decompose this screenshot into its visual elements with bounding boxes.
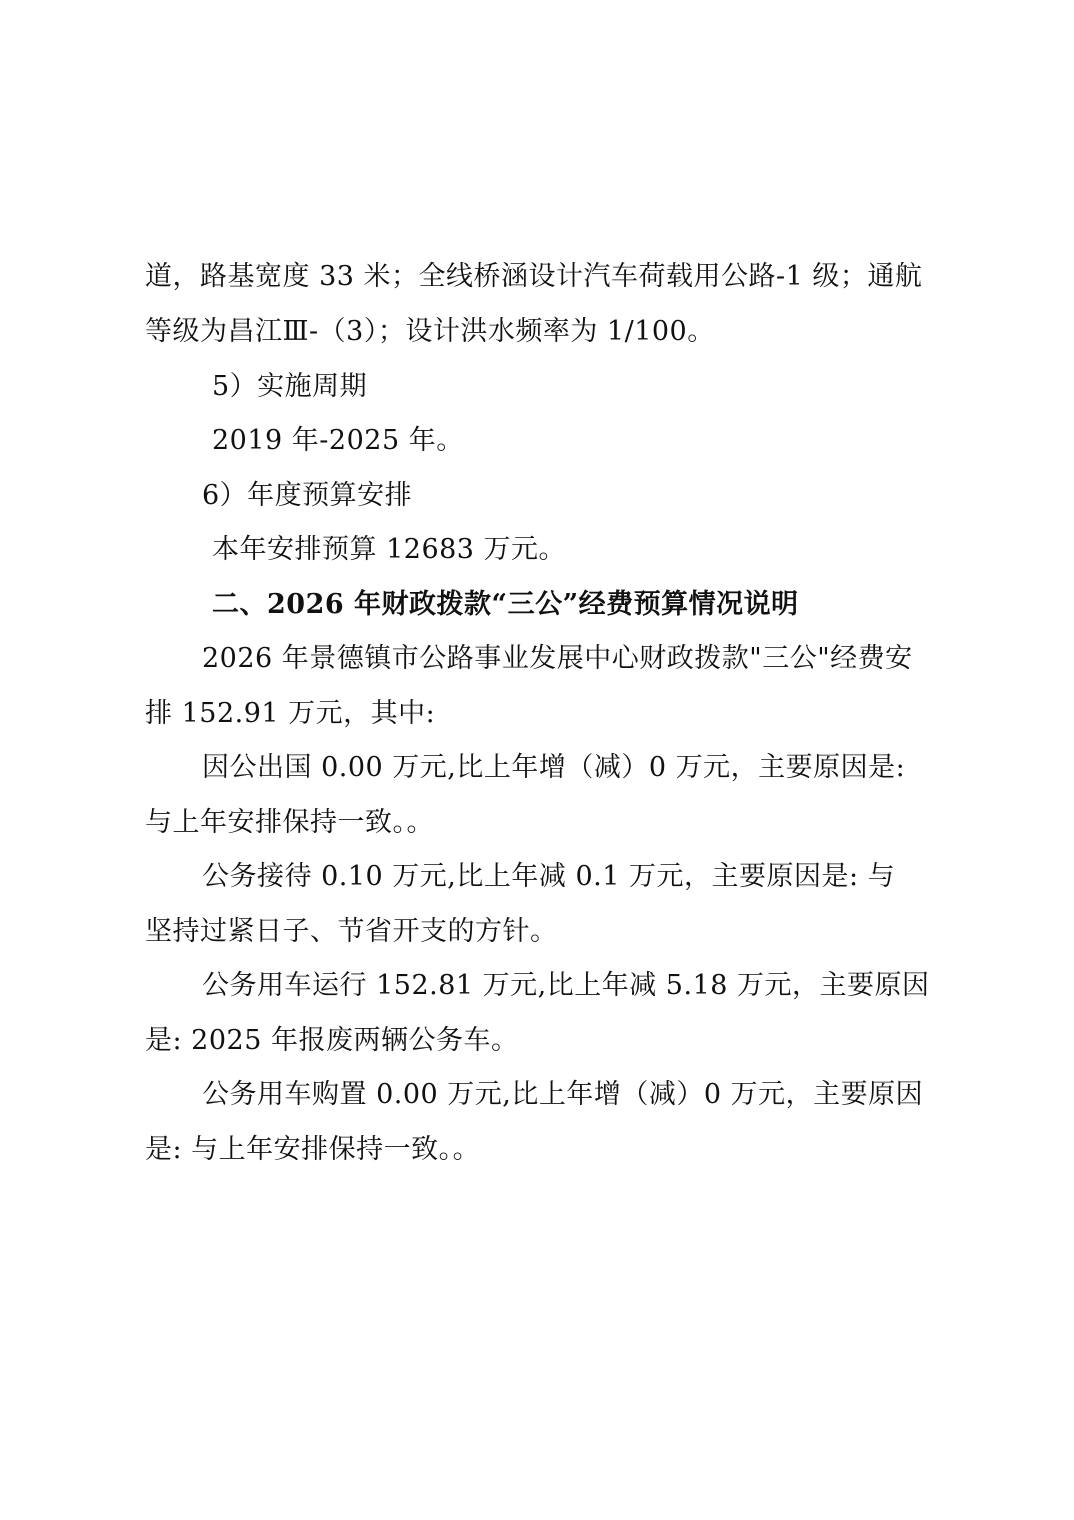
section-heading: 二、2026 年财政拨款“三公”经费预算情况说明 xyxy=(212,589,799,620)
body-text-line: 公务用车运行 152.81 万元,比上年减 5.18 万元，主要原因 xyxy=(202,970,930,1001)
body-text-line: 公务接待 0.10 万元,比上年减 0.1 万元，主要原因是: 与 xyxy=(202,861,896,892)
body-text-line: 道，路基宽度 33 米；全线桥涵设计汽车荷载用公路-1 级；通航 xyxy=(145,261,923,292)
body-text-line: 是: 2025 年报废两辆公务车。 xyxy=(145,1025,519,1056)
body-text-line: 坚持过紧日子、节省开支的方针。 xyxy=(145,916,558,947)
body-text-line: 等级为昌江Ⅲ-（3）；设计洪水频率为 1/100。 xyxy=(145,316,715,347)
body-text-line: 公务用车购置 0.00 万元,比上年增（减）0 万元，主要原因 xyxy=(202,1079,924,1110)
body-text-line: 2026 年景德镇市公路事业发展中心财政拨款"三公"经费安 xyxy=(202,643,913,674)
body-text-line: 排 152.91 万元，其中: xyxy=(145,698,436,729)
body-text-line: 是: 与上年安排保持一致。。 xyxy=(145,1134,481,1165)
subsection-heading-budget: 6）年度预算安排 xyxy=(202,480,413,511)
body-text-line: 本年安排预算 12683 万元。 xyxy=(212,534,567,565)
body-text-line: 与上年安排保持一致。。 xyxy=(145,807,434,838)
body-text-line: 因公出国 0.00 万元,比上年增（减）0 万元，主要原因是: xyxy=(202,752,906,783)
body-text-line: 2019 年-2025 年。 xyxy=(212,425,464,456)
subsection-heading-schedule: 5）实施周期 xyxy=(212,371,368,402)
